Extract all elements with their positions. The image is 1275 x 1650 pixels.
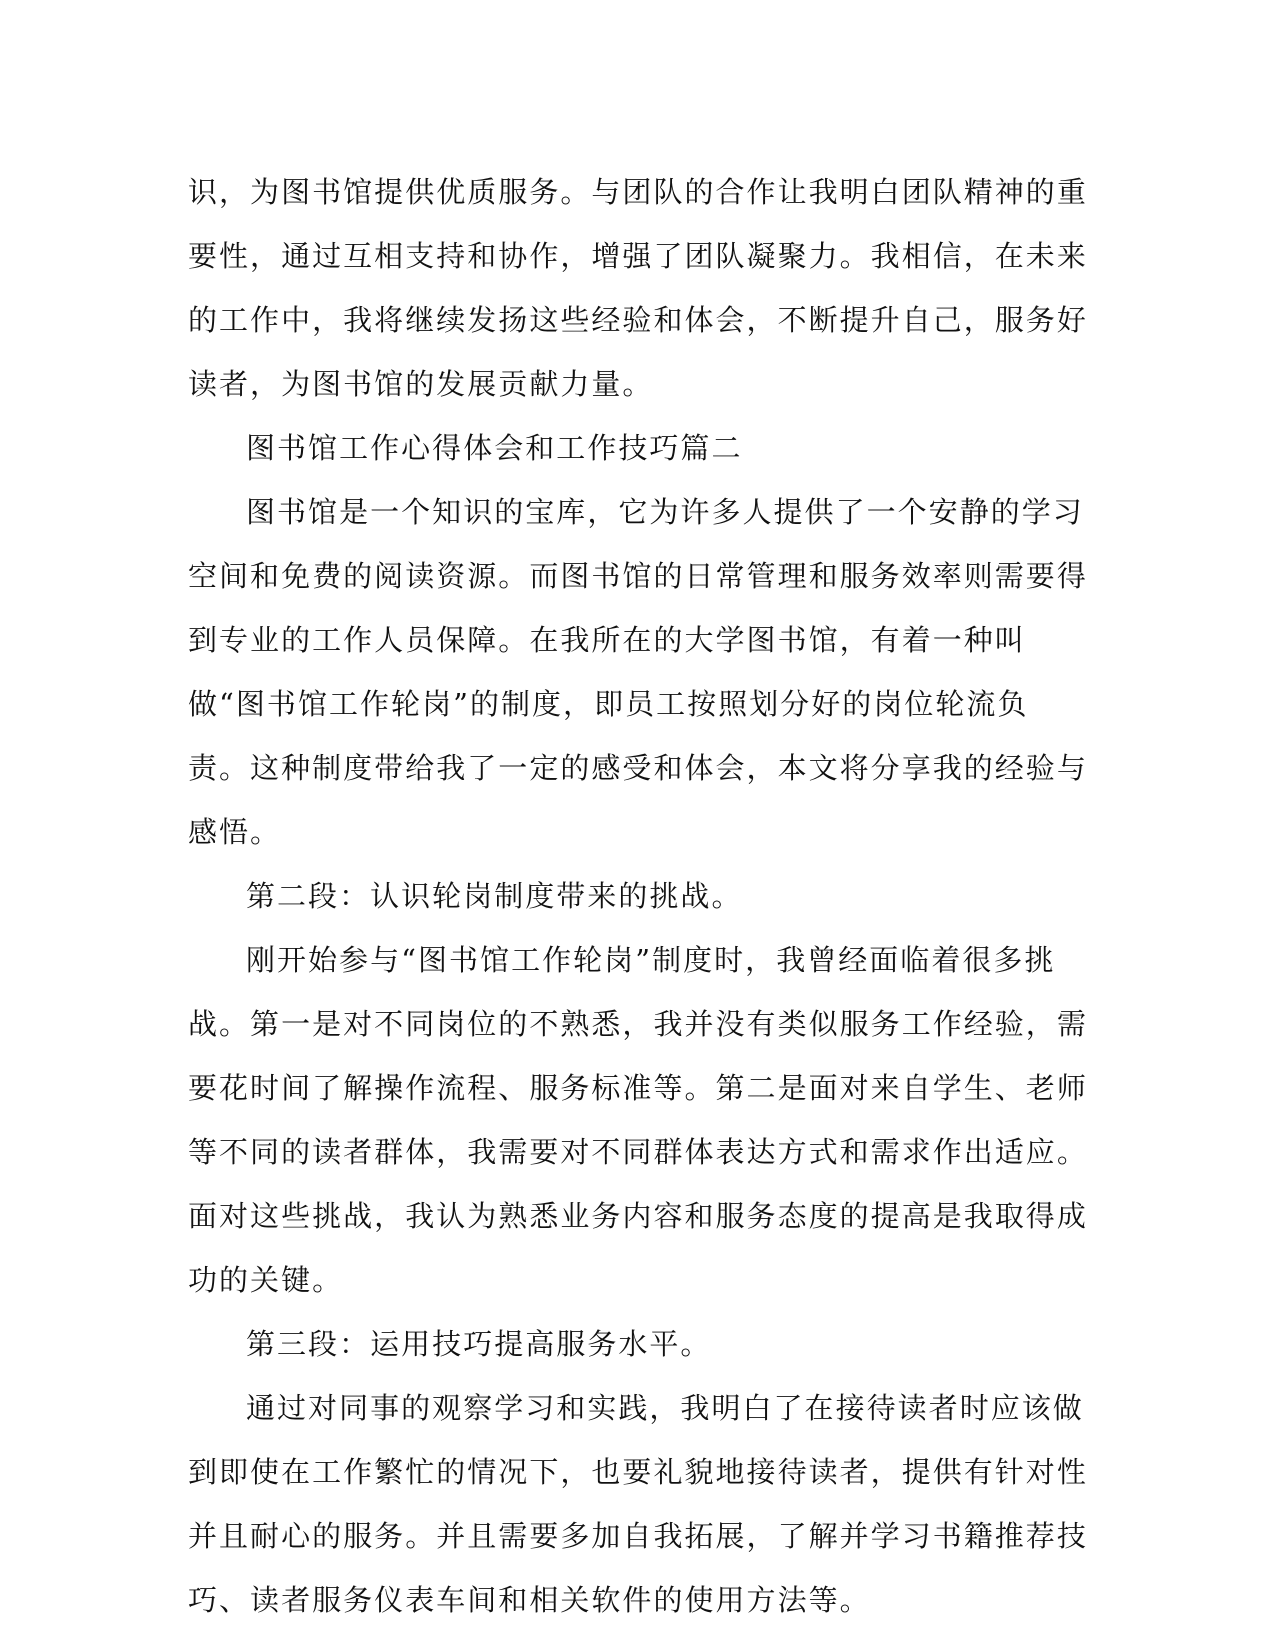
section-heading: 图书馆工作心得体会和工作技巧篇二 — [246, 431, 743, 465]
paragraph-continuation: 识，为图书馆提供优质服务。与团队的合作让我明白团队精神的重要性，通过互相支持和协作，增强了团队凝聚力。我相信，在未来的工作中，我将继续发扬这些经验和体会，不断提升自己，服务好读者，为图书馆的发展贡献力量。 — [188, 175, 1088, 401]
document-body — [188, 160, 1088, 1632]
paragraph-intro: 图书馆是一个知识的宝库，它为许多人提供了一个安静的学习空间和免费的阅读资源。而图书馆的日常管理和服务效率则需要得到专业的工作人员保障。在我所在的大学图书馆，有着一种叫做“图书馆工作轮岗”的制度，即员工按照划分好的岗位轮流负责。这种制度带给我了一定的感受和体会，本文将分享我的经验与感悟。 — [188, 495, 1088, 849]
paragraph-challenges: 刚开始参与“图书馆工作轮岗”制度时，我曾经面临着很多挑战。第一是对不同岗位的不熟悉，我并没有类似服务工作经验，需要花时间了解操作流程、服务标准等。第二是面对来自学生、老师等不同的读者群体，我需要对不同群体表达方式和需求作出适应。面对这些挑战，我认为熟悉业务内容和服务态度的提高是我取得成功的关键。 — [188, 943, 1088, 1297]
subheading-third: 第三段：运用技巧提高服务水平。 — [246, 1327, 712, 1361]
paragraph-skills: 通过对同事的观察学习和实践，我明白了在接待读者时应该做到即使在工作繁忙的情况下，也要礼貌地接待读者，提供有针对性并且耐心的服务。并且需要多加自我拓展，了解并学习书籍推荐技巧、读者服务仪表车间和相关软件的使用方法等。 — [188, 1391, 1088, 1617]
subheading-second: 第二段：认识轮岗制度带来的挑战。 — [246, 879, 743, 913]
